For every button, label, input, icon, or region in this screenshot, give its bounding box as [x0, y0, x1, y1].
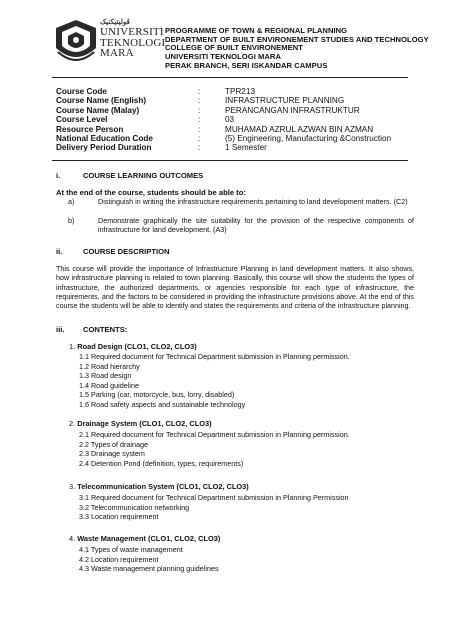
subitem: 2.3 Drainage system [79, 449, 145, 459]
info-colon: : [198, 124, 201, 134]
uitm-logo [52, 18, 164, 68]
section-title: CONTENTS: [83, 325, 128, 334]
info-value: 03 [225, 115, 235, 125]
logo-script-text: ڤوليتيکنيک [100, 19, 130, 26]
topic-subitems [79, 545, 219, 574]
subitem: 2.1 Required document for Technical Department submission in Planning permission. [79, 430, 350, 439]
info-label: National Education Code [56, 134, 153, 144]
topic-subitems [79, 430, 350, 468]
info-label: Course Level [56, 115, 108, 125]
topic-title: Drainage System (CLO1, CLO2, CLO3) [77, 419, 212, 428]
info-colon: : [198, 105, 201, 115]
subitem: 2.4 Detention Pond (definition, types, requirements) [79, 458, 244, 468]
institution-header [165, 27, 429, 71]
subitem: 1.4 Road guideline [79, 380, 139, 390]
subitem: 1.3 Road design [79, 371, 132, 381]
info-colon: : [198, 115, 201, 125]
info-value: MUHAMAD AZRUL AZWAN BIN AZMAN [225, 124, 374, 134]
topic-title: Road Design (CLO1, CLO2, CLO3) [77, 342, 197, 351]
course-info-table [56, 87, 391, 153]
course-description-body: This course will provide the importance of Infrastructure Planning in land development matters. It also shows, how infrastructure planning is related to town planning. Basically, this course will show the students the types of infrastructure, the authorized departments, or agencies responsible for each type of infrastructure, the requirements, and the factors to be considered in providing the infrastructure provisions above. At the end of this course the students will be able to identify and states the requirements and criteria of the infrastructure planning. [56, 265, 414, 311]
header-divider [52, 77, 408, 78]
logo-word-mara: MARA [100, 47, 134, 59]
header-line-university: UNIVERSITI TEKNOLOGI MARA [165, 52, 282, 62]
content-topic [69, 343, 197, 352]
info-label: Resource Person [56, 124, 124, 134]
info-value: TPR213 [225, 87, 256, 96]
section-number: ii. [56, 247, 63, 256]
section-title: COURSE LEARNING OUTCOMES [83, 171, 204, 180]
subitem: 1.2 Road hierarchy [79, 361, 140, 371]
subitem: 3.3 Location requirement [79, 512, 159, 522]
section-number: i. [56, 171, 61, 180]
topic-title: Telecommunication System (CLO1, CLO2, CLO3) [77, 482, 249, 491]
info-row [56, 87, 391, 96]
info-value: (5) Engineering, Manufacturing &Construction [225, 134, 392, 144]
section-heading-description [56, 247, 170, 256]
info-row [56, 96, 391, 105]
header-line-programme: PROGRAMME OF TOWN & REGIONAL PLANNING [165, 26, 348, 35]
outcome-marker: a) [68, 197, 75, 206]
subitem: 3.2 Telecommunication networking [79, 502, 190, 512]
topic-subitems [79, 352, 350, 410]
section-title: COURSE DESCRIPTION [83, 247, 170, 256]
info-colon: : [198, 143, 201, 153]
outcome-marker: b) [68, 216, 75, 225]
info-colon: : [198, 134, 201, 144]
outcomes-intro: At the end of the course, students should be able to: [56, 188, 246, 197]
info-row [56, 125, 391, 134]
outcome-text: Demonstrate graphically the site suitability for the provision of the respective components of infrastructure for land development. (A3) [98, 216, 414, 234]
subitem: 1.1 Required document for Technical Department submission in Planning permission. [79, 352, 350, 361]
info-value: INFRASTRUCTURE PLANNING [225, 96, 345, 106]
logo-word-teknologi: TEKNOLOGI [100, 36, 166, 49]
topic-number: 4. [69, 534, 76, 543]
topic-number: 1. [69, 342, 76, 351]
section-heading-outcomes [56, 171, 203, 180]
topic-number: 2. [69, 419, 76, 428]
content-topic [69, 420, 212, 429]
info-label: Delivery Period Duration [56, 143, 152, 153]
info-label: Course Name (Malay) [56, 105, 140, 115]
outcome-item [68, 198, 414, 207]
topic-subitems [79, 493, 349, 522]
info-label: Course Code [56, 87, 107, 96]
subitem: 4.2 Location requirement [79, 554, 159, 564]
info-row [56, 115, 391, 124]
subitem: 2.2 Types of drainage [79, 439, 148, 449]
subitem: 4.3 Waste management planning guidelines [79, 564, 219, 574]
header-line-branch: PERAK BRANCH, SERI ISKANDAR CAMPUS [165, 60, 328, 70]
section-number: iii. [56, 325, 65, 334]
topic-number: 3. [69, 482, 76, 491]
header-line-department: DEPARTMENT OF BUILT ENVIRONEMENT STUDIES AND TECHNOLOGY [165, 34, 429, 44]
info-colon: : [198, 96, 201, 106]
info-value: PERANCANGAN INFRASTRUKTUR [225, 105, 360, 115]
info-row [56, 143, 391, 152]
topic-title: Waste Management (CLO1, CLO2, CLO3) [77, 534, 221, 543]
info-label: Course Name (English) [56, 96, 147, 106]
content-topic [69, 483, 249, 492]
content-topic [69, 535, 220, 544]
subitem: 3.1 Required document for Technical Department submission in Planning Permission [79, 493, 349, 502]
header-line-college: COLLEGE OF BUILT ENVIRONEMENT [165, 43, 303, 53]
info-row [56, 134, 391, 143]
info-value: 1 Semester [225, 143, 267, 153]
info-row [56, 106, 391, 115]
logo-word-universiti: UNIVERSITI [100, 26, 164, 38]
subitem: 4.1 Types of waste management [79, 545, 183, 554]
info-colon: : [198, 87, 201, 96]
subitem: 1.6 Road safety aspects and sustainable technology [79, 399, 246, 409]
outcome-text: Distinguish in writing the infrastructure requirements pertaining to land development matters. (C2) [98, 197, 408, 206]
outcome-item [68, 217, 414, 234]
info-divider [52, 160, 408, 161]
subitem: 1.5 Parking (car, motorcycle, bus, lorry, disabled) [79, 390, 235, 400]
section-heading-contents [56, 325, 127, 334]
